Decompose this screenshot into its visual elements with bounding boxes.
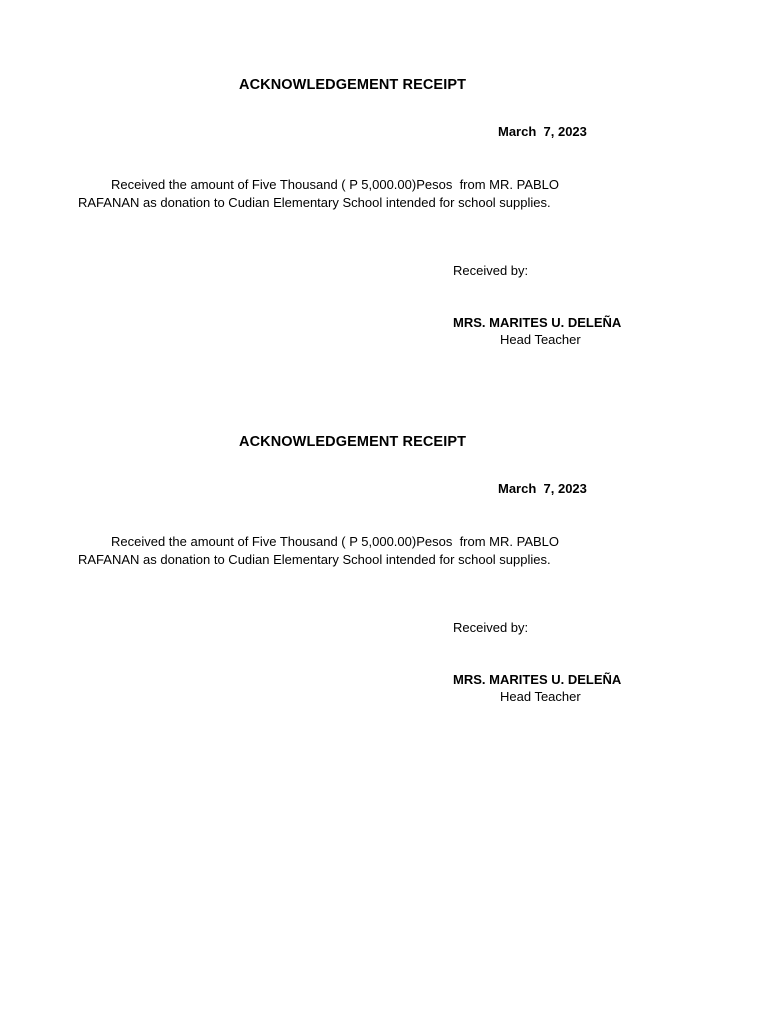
- receipt-body-line: Received the amount of Five Thousand ( P 5,000.00)Pesos from MR. PABLO: [111, 177, 560, 192]
- signatory-position: Head Teacher: [500, 689, 581, 704]
- receipt-body-line: RAFANAN as donation to Cudian Elementary School intended for school supplies.: [78, 552, 551, 567]
- acknowledgement-receipt: [0, 357, 768, 704]
- receipt-body: [78, 533, 678, 569]
- receipt-body: [78, 176, 678, 212]
- receipt-body-line: Received the amount of Five Thousand ( P 5,000.00)Pesos from MR. PABLO: [111, 534, 560, 549]
- signatory-name: MRS. MARITES U. DELEÑA: [453, 315, 622, 330]
- receipt-title: ACKNOWLEDGEMENT RECEIPT: [239, 434, 467, 450]
- signatory-name: MRS. MARITES U. DELEÑA: [453, 672, 622, 687]
- receipt-body-line: RAFANAN as donation to Cudian Elementary School intended for school supplies.: [78, 195, 551, 210]
- receipt-date: March 7, 2023: [498, 124, 587, 139]
- signatory-position: Head Teacher: [500, 332, 581, 347]
- receipt-title: ACKNOWLEDGEMENT RECEIPT: [239, 77, 467, 93]
- received-by-label: Received by:: [453, 620, 529, 635]
- acknowledgement-receipt: [0, 0, 768, 347]
- received-by-label: Received by:: [453, 263, 529, 278]
- receipt-date: March 7, 2023: [498, 481, 587, 496]
